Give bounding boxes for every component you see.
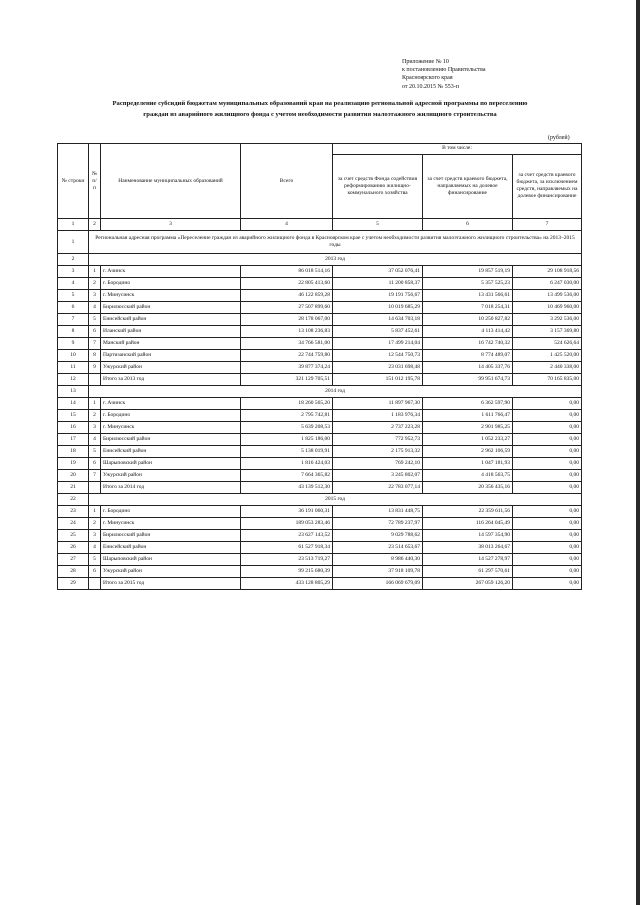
share-amount: 4 113 414,42 xyxy=(423,326,513,338)
appendix-note xyxy=(402,58,486,91)
header-total: Всего xyxy=(241,144,333,219)
municipality-name: г. Минусинск xyxy=(101,290,241,302)
fund-amount: 8 986 440,30 xyxy=(333,554,423,566)
header-row xyxy=(58,144,582,155)
municipality-name: Бирилюсский район xyxy=(101,434,241,446)
row-number: 23 xyxy=(58,506,89,518)
municipality-name: Енисейский район xyxy=(101,542,241,554)
item-number: 2 xyxy=(89,518,101,530)
table-row xyxy=(58,266,582,278)
table-row xyxy=(58,530,582,542)
fund-amount: 13 831 448,75 xyxy=(333,506,423,518)
column-number: 7 xyxy=(513,219,582,231)
column-number: 5 xyxy=(333,219,423,231)
municipality-name: Ужурский район xyxy=(101,470,241,482)
year-section-row xyxy=(58,386,582,398)
total-amount: 39 877 374,24 xyxy=(241,362,333,374)
municipality-name: Бирилюсский район xyxy=(101,530,241,542)
table-row xyxy=(58,290,582,302)
other-amount: 10 469 960,00 xyxy=(513,302,582,314)
table-row xyxy=(58,458,582,470)
row-number: 16 xyxy=(58,422,89,434)
section-row-number: 2 xyxy=(58,254,89,266)
table-row xyxy=(58,506,582,518)
total-amount: 321 129 705,51 xyxy=(241,374,333,386)
item-number: 4 xyxy=(89,302,101,314)
municipality-name: Итого за 2013 год xyxy=(101,374,241,386)
other-amount: 0,00 xyxy=(513,446,582,458)
municipality-name: Ужурский район xyxy=(101,362,241,374)
fund-amount: 3 245 802,07 xyxy=(333,470,423,482)
row-number: 10 xyxy=(58,350,89,362)
row-number: 5 xyxy=(58,290,89,302)
item-number: 5 xyxy=(89,446,101,458)
year-heading: 2015 год xyxy=(89,494,582,506)
other-amount: 6 247 030,00 xyxy=(513,278,582,290)
appendix-line: к постановлению Правительства xyxy=(402,67,486,74)
row-number: 25 xyxy=(58,530,89,542)
item-number: 3 xyxy=(89,530,101,542)
column-number: 6 xyxy=(423,219,513,231)
other-amount: 13 499 536,00 xyxy=(513,290,582,302)
row-number: 12 xyxy=(58,374,89,386)
scan-edge xyxy=(636,0,640,905)
total-amount: 5 138 019,91 xyxy=(241,446,333,458)
total-amount: 7 664 365,82 xyxy=(241,470,333,482)
table-row xyxy=(58,374,582,386)
fund-amount: 151 012 195,78 xyxy=(333,374,423,386)
total-amount: 22 805 413,60 xyxy=(241,278,333,290)
table-row xyxy=(58,326,582,338)
row-number: 7 xyxy=(58,314,89,326)
table-row xyxy=(58,482,582,494)
header-including: В том числе: xyxy=(333,144,582,155)
municipality-name: Иланский район xyxy=(101,326,241,338)
other-amount: 0,00 xyxy=(513,434,582,446)
fund-amount: 2 175 913,32 xyxy=(333,446,423,458)
table-row xyxy=(58,278,582,290)
year-section-row xyxy=(58,494,582,506)
row-number: 6 xyxy=(58,302,89,314)
fund-amount: 9 029 788,62 xyxy=(333,530,423,542)
item-number xyxy=(89,578,101,590)
item-number: 4 xyxy=(89,542,101,554)
table-row xyxy=(58,350,582,362)
section-row-number: 13 xyxy=(58,386,89,398)
total-amount: 22 744 759,80 xyxy=(241,350,333,362)
title-line: граждан из аварийного жилищного фонда с учетом необходимости развития малоэтажного жилищного строительства xyxy=(143,111,497,118)
other-amount: 0,00 xyxy=(513,482,582,494)
fund-amount: 166 069 679,09 xyxy=(333,578,423,590)
fund-amount: 10 019 685,29 xyxy=(333,302,423,314)
municipality-name: г. Ачинск xyxy=(101,398,241,410)
table-row xyxy=(58,422,582,434)
total-amount: 23 513 719,27 xyxy=(241,554,333,566)
header-row-no: № строки xyxy=(58,144,89,219)
municipality-name: г. Минусинск xyxy=(101,518,241,530)
total-amount: 18 260 565,20 xyxy=(241,398,333,410)
item-number: 3 xyxy=(89,422,101,434)
column-number: 4 xyxy=(241,219,333,231)
fund-amount: 17 499 214,04 xyxy=(333,338,423,350)
total-amount: 61 527 918,34 xyxy=(241,542,333,554)
row-number: 9 xyxy=(58,338,89,350)
other-amount: 1 425 520,00 xyxy=(513,350,582,362)
total-amount: 86 018 514,16 xyxy=(241,266,333,278)
share-amount: 99 951 674,73 xyxy=(423,374,513,386)
other-amount: 0,00 xyxy=(513,542,582,554)
item-number: 6 xyxy=(89,566,101,578)
appendix-line: Приложение № 10 xyxy=(402,59,449,65)
row-number: 21 xyxy=(58,482,89,494)
table-row xyxy=(58,338,582,350)
row-number: 27 xyxy=(58,554,89,566)
total-amount: 5 639 208,53 xyxy=(241,422,333,434)
item-number: 1 xyxy=(89,506,101,518)
item-number: 5 xyxy=(89,554,101,566)
total-amount: 1 816 424,03 xyxy=(241,458,333,470)
table-row xyxy=(58,554,582,566)
share-amount: 16 742 740,32 xyxy=(423,338,513,350)
table-body xyxy=(58,144,582,590)
other-amount: 0,00 xyxy=(513,554,582,566)
share-amount: 2 901 985,25 xyxy=(423,422,513,434)
item-number: 7 xyxy=(89,470,101,482)
other-amount: 524 626,64 xyxy=(513,338,582,350)
item-number: 7 xyxy=(89,338,101,350)
total-amount: 23 627 143,52 xyxy=(241,530,333,542)
row-number: 26 xyxy=(58,542,89,554)
fund-amount: 12 544 750,73 xyxy=(333,350,423,362)
fund-amount: 23 031 698,48 xyxy=(333,362,423,374)
fund-amount: 11 200 858,37 xyxy=(333,278,423,290)
row-number: 29 xyxy=(58,578,89,590)
row-number: 8 xyxy=(58,326,89,338)
share-amount: 22 359 611,56 xyxy=(423,506,513,518)
municipality-name: Бирилюсский район xyxy=(101,302,241,314)
title-line: Распределение субсидий бюджетам муниципальных образований края на реализацию региональной адресной программы по переселению xyxy=(112,100,528,107)
table-row xyxy=(58,362,582,374)
share-amount: 4 418 563,75 xyxy=(423,470,513,482)
year-section-row xyxy=(58,254,582,266)
other-amount: 0,00 xyxy=(513,506,582,518)
municipality-name: Шарыповский район xyxy=(101,554,241,566)
other-amount: 0,00 xyxy=(513,578,582,590)
row-number: 4 xyxy=(58,278,89,290)
table-row xyxy=(58,302,582,314)
row-number: 28 xyxy=(58,566,89,578)
row-number: 14 xyxy=(58,398,89,410)
header-pp: № п/п xyxy=(89,144,101,219)
other-amount: 3 292 536,00 xyxy=(513,314,582,326)
share-amount: 19 857 519,19 xyxy=(423,266,513,278)
item-number: 2 xyxy=(89,410,101,422)
item-number: 6 xyxy=(89,458,101,470)
item-number: 8 xyxy=(89,350,101,362)
total-amount: 36 191 060,31 xyxy=(241,506,333,518)
other-amount: 0,00 xyxy=(513,422,582,434)
subsidy-table xyxy=(57,143,582,590)
document-title xyxy=(50,98,590,120)
item-number xyxy=(89,482,101,494)
row-number: 24 xyxy=(58,518,89,530)
municipality-name: Ужурский район xyxy=(101,566,241,578)
appendix-line: от 20.10.2015 № 553-п xyxy=(402,83,459,90)
header-name: Наименование муниципальных образований xyxy=(101,144,241,219)
program-row xyxy=(58,231,582,254)
municipality-name: г. Ачинск xyxy=(101,266,241,278)
total-amount: 189 053 283,46 xyxy=(241,518,333,530)
share-amount: 6 362 597,90 xyxy=(423,398,513,410)
fund-amount: 22 783 077,14 xyxy=(333,482,423,494)
units-label: (рублей) xyxy=(548,135,570,141)
fund-amount: 14 634 703,18 xyxy=(333,314,423,326)
share-amount: 7 018 254,31 xyxy=(423,302,513,314)
fund-amount: 2 737 223,28 xyxy=(333,422,423,434)
fund-amount: 1 183 976,34 xyxy=(333,410,423,422)
municipality-name: г. Минусинск xyxy=(101,422,241,434)
municipality-name: Енисейский район xyxy=(101,446,241,458)
total-amount: 34 766 581,00 xyxy=(241,338,333,350)
other-amount: 2 440 338,00 xyxy=(513,362,582,374)
appendix-line: Красноярского края xyxy=(402,75,453,82)
municipality-name: г. Бородино xyxy=(101,506,241,518)
share-amount: 38 013 264,67 xyxy=(423,542,513,554)
other-amount: 0,00 xyxy=(513,566,582,578)
column-number: 3 xyxy=(101,219,241,231)
year-heading: 2014 год xyxy=(89,386,582,398)
fund-amount: 11 897 967,30 xyxy=(333,398,423,410)
fund-amount: 769 242,10 xyxy=(333,458,423,470)
table-row xyxy=(58,578,582,590)
municipality-name: Енисейский район xyxy=(101,314,241,326)
municipality-name: Шарыповский район xyxy=(101,458,241,470)
share-amount: 10 250 827,82 xyxy=(423,314,513,326)
item-number: 1 xyxy=(89,266,101,278)
other-amount: 0,00 xyxy=(513,518,582,530)
other-amount: 0,00 xyxy=(513,530,582,542)
share-amount: 14 597 354,90 xyxy=(423,530,513,542)
fund-amount: 37 052 076,41 xyxy=(333,266,423,278)
row-number: 17 xyxy=(58,434,89,446)
fund-amount: 772 952,73 xyxy=(333,434,423,446)
item-number: 5 xyxy=(89,314,101,326)
item-number: 4 xyxy=(89,434,101,446)
fund-amount: 5 837 452,61 xyxy=(333,326,423,338)
table-row xyxy=(58,314,582,326)
total-amount: 99 215 680,39 xyxy=(241,566,333,578)
fund-amount: 19 191 756,67 xyxy=(333,290,423,302)
other-amount: 29 108 918,56 xyxy=(513,266,582,278)
row-number: 11 xyxy=(58,362,89,374)
share-amount: 14 527 278,97 xyxy=(423,554,513,566)
row-number: 3 xyxy=(58,266,89,278)
total-amount: 28 178 067,00 xyxy=(241,314,333,326)
total-amount: 13 108 236,83 xyxy=(241,326,333,338)
item-number: 1 xyxy=(89,398,101,410)
item-number: 3 xyxy=(89,290,101,302)
row-number: 15 xyxy=(58,410,89,422)
item-number: 2 xyxy=(89,278,101,290)
table-row xyxy=(58,470,582,482)
table-row xyxy=(58,398,582,410)
table-row xyxy=(58,566,582,578)
program-title: Региональная адресная программа «Переселение граждан из аварийного жилищного фонда в Красноярском крае с учетом необходимости развития малоэтажного жилищного строительства» на 2013–2015 годы xyxy=(89,231,582,254)
column-number-row xyxy=(58,219,582,231)
municipality-name: Партизанский район xyxy=(101,350,241,362)
share-amount: 267 059 126,20 xyxy=(423,578,513,590)
table-row xyxy=(58,410,582,422)
share-amount: 116 264 045,49 xyxy=(423,518,513,530)
fund-amount: 23 514 653,67 xyxy=(333,542,423,554)
share-amount: 20 356 435,16 xyxy=(423,482,513,494)
table-row xyxy=(58,542,582,554)
table-row xyxy=(58,434,582,446)
row-number: 20 xyxy=(58,470,89,482)
share-amount: 14 405 337,76 xyxy=(423,362,513,374)
share-amount: 1 047 181,93 xyxy=(423,458,513,470)
header-other: за счет средств краевого бюджета, за исключением средств, направляемых на долевое финансирование xyxy=(513,154,582,218)
share-amount: 5 357 525,23 xyxy=(423,278,513,290)
other-amount: 0,00 xyxy=(513,410,582,422)
share-amount: 1 611 766,47 xyxy=(423,410,513,422)
municipality-name: Манский район xyxy=(101,338,241,350)
total-amount: 433 128 805,29 xyxy=(241,578,333,590)
other-amount: 3 157 369,80 xyxy=(513,326,582,338)
share-amount: 61 297 570,61 xyxy=(423,566,513,578)
table-row xyxy=(58,446,582,458)
total-amount: 27 507 899,60 xyxy=(241,302,333,314)
share-amount: 1 052 233,27 xyxy=(423,434,513,446)
row-number: 18 xyxy=(58,446,89,458)
total-amount: 43 139 512,30 xyxy=(241,482,333,494)
municipality-name: г. Бородино xyxy=(101,410,241,422)
row-number: 19 xyxy=(58,458,89,470)
other-amount: 70 165 835,00 xyxy=(513,374,582,386)
total-amount: 46 122 859,28 xyxy=(241,290,333,302)
program-row-number: 1 xyxy=(58,231,89,254)
share-amount: 8 774 489,07 xyxy=(423,350,513,362)
item-number: 9 xyxy=(89,362,101,374)
item-number xyxy=(89,374,101,386)
header-share: за счет средств краевого бюджета, направляемых на долевое финансирование xyxy=(423,154,513,218)
item-number: 6 xyxy=(89,326,101,338)
header-fund: за счет средств Фонда содействия реформированию жилищно-коммунального хозяйства xyxy=(333,154,423,218)
share-amount: 2 962 106,59 xyxy=(423,446,513,458)
section-row-number: 22 xyxy=(58,494,89,506)
other-amount: 0,00 xyxy=(513,398,582,410)
other-amount: 0,00 xyxy=(513,458,582,470)
table-row xyxy=(58,518,582,530)
year-heading: 2013 год xyxy=(89,254,582,266)
municipality-name: г. Бородино xyxy=(101,278,241,290)
total-amount: 1 825 186,00 xyxy=(241,434,333,446)
fund-amount: 37 918 109,78 xyxy=(333,566,423,578)
column-number: 2 xyxy=(89,219,101,231)
column-number: 1 xyxy=(58,219,89,231)
total-amount: 2 795 742,81 xyxy=(241,410,333,422)
other-amount: 0,00 xyxy=(513,470,582,482)
share-amount: 13 431 566,61 xyxy=(423,290,513,302)
fund-amount: 72 789 237,97 xyxy=(333,518,423,530)
municipality-name: Итого за 2014 год xyxy=(101,482,241,494)
municipality-name: Итого за 2015 год xyxy=(101,578,241,590)
